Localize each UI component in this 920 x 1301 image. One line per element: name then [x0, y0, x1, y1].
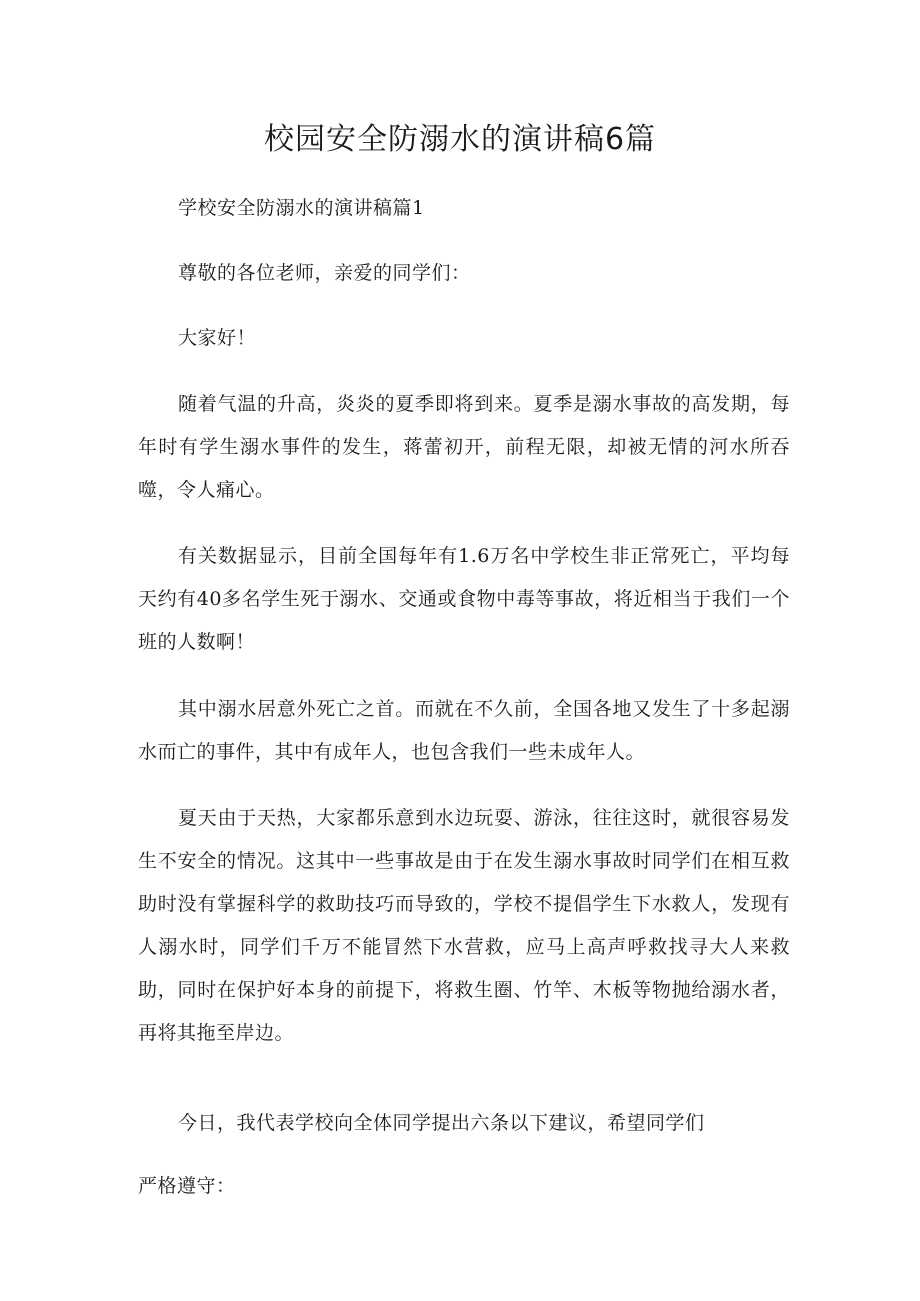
- body-paragraph: 随着气温的升高，炎炎的夏季即将到来。夏季是溺水事故的高发期，每年时有学生溺水事件的发生，蒋蕾初开，前程无限，却被无情的河水所吞噬，令人痛心。: [138, 393, 790, 501]
- greeting: 大家好！: [178, 327, 257, 349]
- document-title: 校园安全防溺水的演讲稿6篇: [263, 122, 657, 157]
- section-heading: 学校安全防溺水的演讲稿篇1: [178, 197, 425, 219]
- salutation: 尊敬的各位老师，亲爱的同学们：: [178, 262, 471, 284]
- body-paragraph-continuation: 严格遵守：: [138, 1175, 236, 1197]
- body-paragraph: 有关数据显示，目前全国每年有1.6万名中学校生非正常死亡，平均每天约有40多名学生死于溺水、交通或食物中毒等事故，将近相当于我们一个班的人数啊！: [138, 545, 790, 653]
- body-paragraph: 其中溺水居意外死亡之首。而就在不久前，全国各地又发生了十多起溺水而亡的事件，其中有成年人，也包含我们一些未成年人。: [138, 698, 790, 763]
- body-paragraph: 今日，我代表学校向全体同学提出六条以下建议，希望同学们: [178, 1112, 705, 1134]
- body-paragraph: 夏天由于天热，大家都乐意到水边玩耍、游泳，往往这时，就很容易发生不安全的情况。这其中一些事故是由于在发生溺水事故时同学们在相互救助时没有掌握科学的救助技巧而导致的，学校不提倡学生下水救人，发现有人溺水时，同学们千万不能冒然下水营救，应马上高声呼救找寻大人来救助，同时在保护好本身的前提下，将救生圈、竹竿、木板等物抛给溺水者，再将其拖至岸边。: [138, 807, 790, 1044]
